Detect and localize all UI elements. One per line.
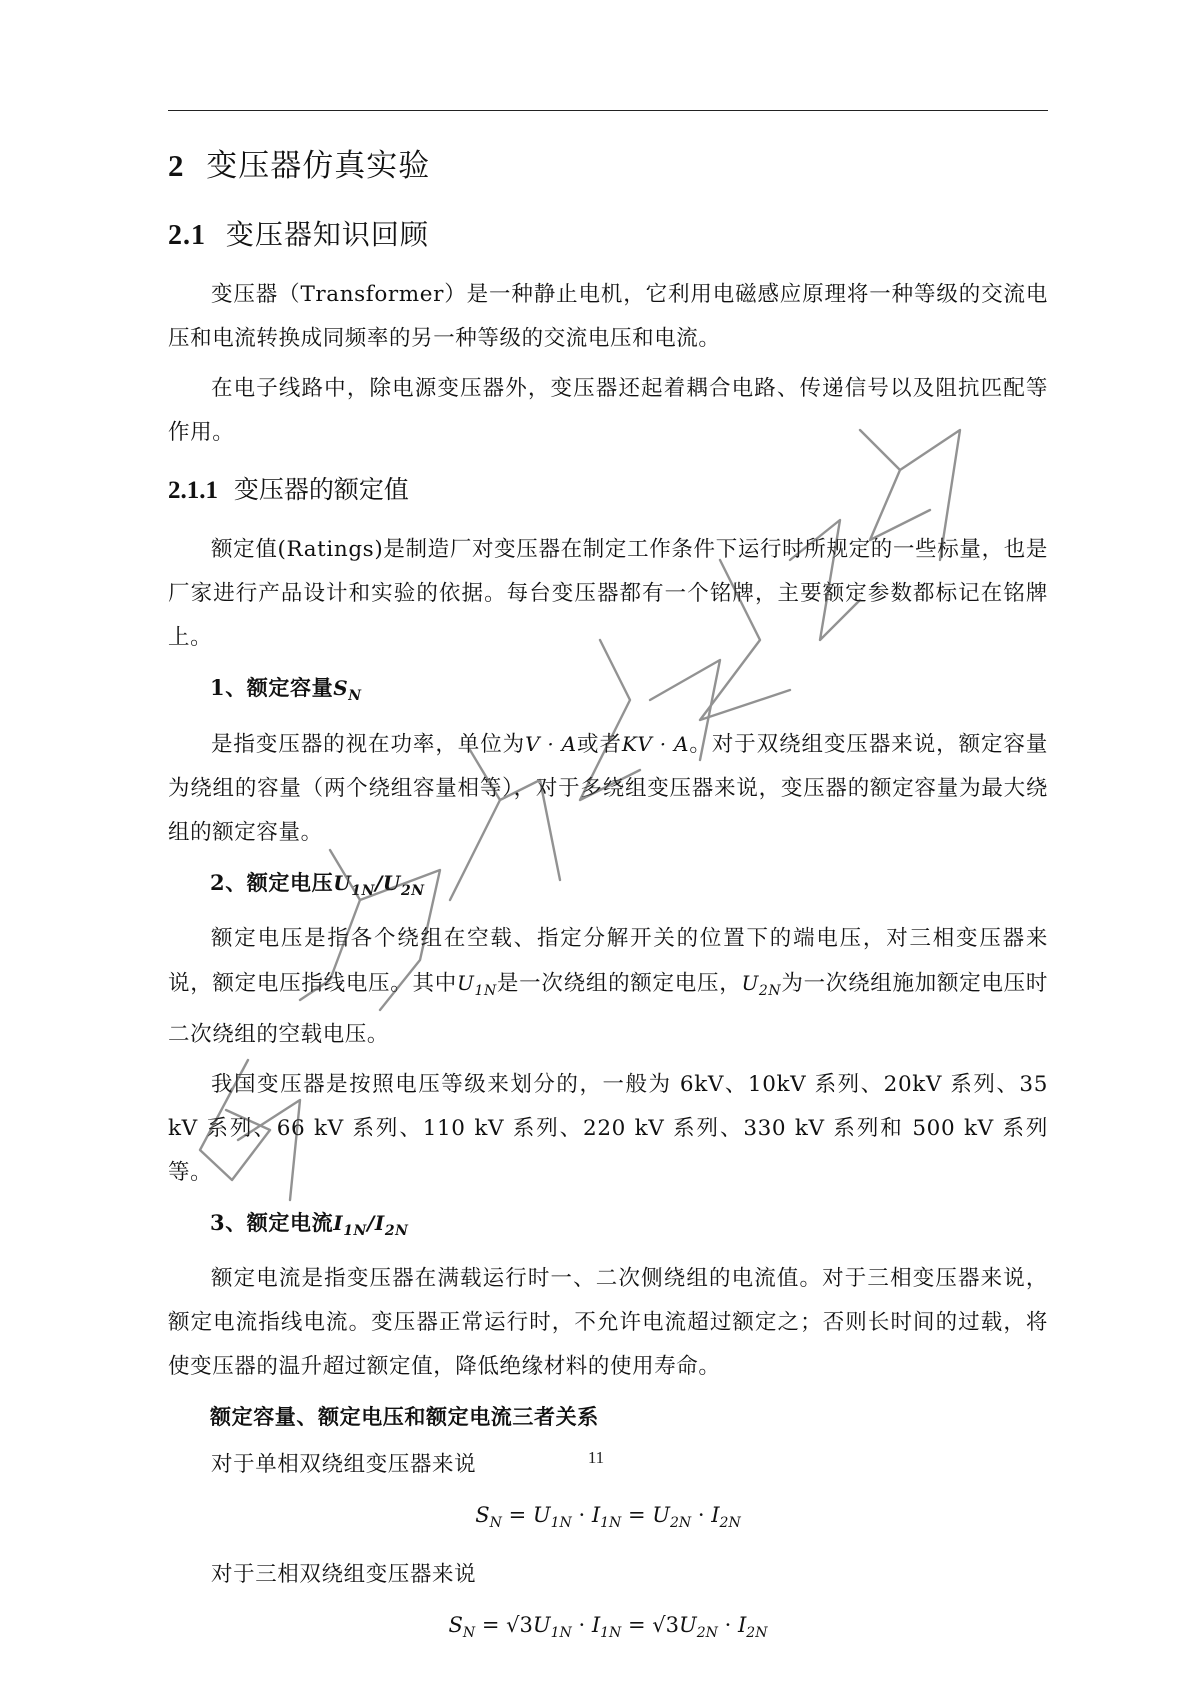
- text-run: 。对于双绕组变压器来说，额定容量为绕组的容量（两个绕组容量相等），对于多绕组变压器来说，变压器的额定容量为最大绕组的额定容量。: [168, 732, 1048, 845]
- math-symbol: U: [741, 971, 759, 995]
- item-label: 1、额定容量: [210, 675, 334, 700]
- math-symbol: U: [652, 1503, 670, 1527]
- item-rated-capacity-heading: [168, 666, 1048, 718]
- math-symbol: I: [711, 1503, 720, 1527]
- math-symbol: I: [591, 1503, 601, 1527]
- section-heading: [168, 138, 1048, 194]
- math-symbol: S: [333, 676, 349, 700]
- math-operator: ·: [697, 1503, 705, 1527]
- math-subscript: 2N: [746, 1625, 768, 1641]
- math-operator: /: [366, 1211, 375, 1235]
- math-subscript: 1N: [550, 1515, 572, 1531]
- item-label: 3、额定电流: [210, 1210, 334, 1235]
- math-unit: V · A: [525, 732, 577, 756]
- math-operator: ·: [578, 1503, 586, 1527]
- math-symbol: S: [475, 1503, 490, 1527]
- math-subscript: 2N: [758, 983, 782, 999]
- math-subscript: 2N: [719, 1515, 741, 1531]
- section-number: 2: [168, 148, 185, 183]
- subsection-title: 变压器知识回顾: [225, 218, 429, 251]
- text-run: 是一次绕组的额定电压，: [496, 971, 742, 996]
- subsubsection-title: 变压器的额定值: [233, 475, 409, 504]
- math-symbol: U: [333, 871, 352, 895]
- math-symbol: S: [448, 1613, 463, 1637]
- math-subscript: 1N: [600, 1515, 622, 1531]
- math-operator: =: [628, 1613, 646, 1637]
- math-operator: ·: [724, 1613, 732, 1637]
- math-operator: ·: [578, 1613, 586, 1637]
- math-operator: =: [628, 1503, 646, 1527]
- math-sqrt: √3: [506, 1613, 533, 1637]
- math-subscript: 1N: [600, 1625, 622, 1641]
- math-subscript: N: [348, 688, 362, 704]
- rated-voltage-paragraph: [168, 917, 1048, 1057]
- page-number: 11: [587, 1448, 605, 1467]
- item-rated-voltage-heading: [168, 861, 1048, 913]
- math-symbol: U: [532, 1613, 551, 1637]
- math-subscript: 2N: [696, 1625, 718, 1641]
- text-run: 或者: [576, 732, 622, 757]
- section-title: 变压器仿真实验: [206, 148, 431, 184]
- math-operator: /: [375, 871, 383, 895]
- math-symbol: I: [333, 1211, 344, 1235]
- subsubsection-heading: [168, 465, 1048, 516]
- subsection-number: 2.1: [168, 220, 206, 251]
- relation-heading: 额定容量、额定电压和额定电流三者关系: [210, 1404, 599, 1429]
- math-subscript: N: [489, 1515, 502, 1531]
- usage-paragraph: 在电子线路中，除电源变压器外，变压器还起着耦合电路、传递信号以及阻抗匹配等作用。: [168, 376, 1048, 445]
- text-run: 额定电压是指各个绕组在空载、指定分解开关的位置下的端电压，对三相变压器来说，额定电压指线电压。其中: [168, 926, 1048, 996]
- math-sqrt: √3: [652, 1613, 680, 1637]
- math-subscript: 2N: [400, 883, 425, 899]
- math-subscript: 2N: [384, 1223, 409, 1239]
- item-rated-current-heading: [168, 1201, 1048, 1253]
- three-phase-equation: [168, 1603, 1048, 1655]
- rated-capacity-paragraph: [168, 722, 1048, 855]
- math-unit: KV · A: [621, 732, 690, 756]
- math-subscript: 1N: [474, 983, 497, 999]
- math-symbol: I: [374, 1211, 385, 1235]
- single-phase-label: 对于单相双绕组变压器来说: [211, 1452, 477, 1477]
- math-symbol: U: [456, 971, 475, 995]
- rated-current-paragraph: 额定电流是指变压器在满载运行时一、二次侧绕组的电流值。对于三相变压器来说，额定电流指线电流。变压器正常运行时，不允许电流超过额定之；否则长时间的过载，将使变压器的温升超过额定值，降低绝缘材料的使用寿命。: [168, 1266, 1048, 1379]
- math-subscript: 2N: [670, 1515, 692, 1531]
- document-body: [168, 138, 1048, 1663]
- math-subscript: N: [462, 1625, 476, 1641]
- math-symbol: I: [737, 1613, 747, 1637]
- math-subscript: 1N: [550, 1625, 572, 1641]
- three-phase-label: 对于三相双绕组变压器来说: [211, 1562, 477, 1587]
- single-phase-equation: [168, 1493, 1048, 1545]
- math-operator: =: [508, 1503, 527, 1527]
- math-symbol: I: [591, 1613, 601, 1637]
- math-symbol: U: [679, 1613, 697, 1637]
- text-run: 是指变压器的视在功率，单位为: [211, 732, 526, 757]
- header-rule: [168, 110, 1048, 111]
- math-subscript: 1N: [343, 1223, 367, 1239]
- voltage-levels-paragraph: 我国变压器是按照电压等级来划分的，一般为 6kV、10kV 系列、20kV 系列、35 kV 系列、66 kV 系列、110 kV 系列、220 kV 系列、330 kV 系列和 500 kV 系列等。: [168, 1072, 1048, 1185]
- ratings-intro-paragraph: 额定值(Ratings)是制造厂对变压器在制定工作条件下运行时所规定的一些标量，也是厂家进行产品设计和实验的依据。每台变压器都有一个铭牌，主要额定参数都标记在铭牌上。: [168, 537, 1048, 650]
- math-operator: =: [481, 1613, 500, 1637]
- text-run: 为一次绕组施加额定电压时二次绕组的空载电压。: [168, 971, 1048, 1047]
- subsection-heading: [168, 210, 1048, 261]
- item-label: 2、额定电压: [210, 870, 334, 895]
- math-symbol: U: [382, 871, 401, 895]
- math-subscript: 1N: [351, 883, 376, 899]
- subsubsection-number: 2.1.1: [168, 477, 218, 504]
- intro-paragraph: 变压器（Transformer）是一种静止电机，它利用电磁感应原理将一种等级的交流电压和电流转换成同频率的另一种等级的交流电压和电流。: [168, 282, 1048, 351]
- math-symbol: U: [532, 1503, 551, 1527]
